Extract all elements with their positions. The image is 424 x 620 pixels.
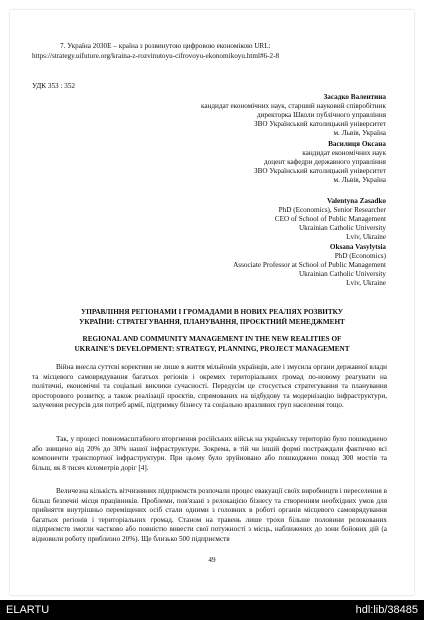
author-affiliation: PhD (Economics) bbox=[334, 252, 386, 260]
body-paragraph: Величезна кількість вітчизняних підприємств розпочали процес евакуації своїх виробництв і переселення в більш безпечні місця працівників. Проблеми, пов'язані з релокацією бізнесу та створенням необхідних умов для прийняття внутрішньо переміщених осіб стали одними з головних в роботі органів місцевого самоврядування багатьох регіонів і територіальних громад. Станом на травень лише трохи більше половини релокованих підприємств змогли частково або повністю вивести свої потужності з місць, наближених до зони бойових дій (а відновили роботу приблизно 20%). Ще близько 500 підприємств bbox=[32, 487, 387, 543]
body-paragraph: Так, у процесі повномасштабного вторгнення російських військ на українську територію було пошкоджено або знищено від 20% до 30% нашої інфраструктури. Зокрема, в тій чи іншій формі постраждали фактично всі компоненти транспортної інфраструктури. При цьому було зруйновано або пошкоджено понад 300 мостів та більш, як 8 тисяч кілометрів доріг [4]. bbox=[32, 435, 387, 472]
author-affiliation: директорка Школи публічного управління bbox=[256, 111, 386, 119]
author-affiliation: Ukrainian Catholic University bbox=[298, 224, 386, 232]
author-name: Василиця Оксана bbox=[328, 140, 386, 148]
footer-bar bbox=[0, 600, 424, 620]
author-name: Засадко Валентина bbox=[323, 93, 386, 101]
title-en-line2: UKRAINE'S DEVELOPMENT: STRATEGY, PLANNING, PROJECT MANAGEMENT bbox=[74, 345, 350, 353]
title-ua-line1: УПРАВЛІННЯ РЕГІОНАМИ І ГРОМАДАМИ В НОВИХ РЕАЛІЯХ РОЗВИТКУ bbox=[81, 308, 343, 316]
reference-7-line1: 7. Україна 2030Е – країна з розвинутою цифровою економікою URL: bbox=[60, 42, 271, 50]
author-affiliation: кандидат економічних наук, старший науковий співробітник bbox=[200, 102, 386, 110]
title-en-line1: REGIONAL AND COMMUNITY MANAGEMENT IN THE NEW REALITIES OF bbox=[82, 335, 342, 343]
author-affiliation: кандидат економічних наук bbox=[302, 149, 386, 157]
author-affiliation: Associate Professor at School of Public Management bbox=[233, 261, 386, 269]
page-number: 49 bbox=[208, 556, 216, 564]
body-paragraph: Війна внесла суттєві корективи не лише в життя мільйонів українців, але і змусила органи державної влади та місцевого самоврядування багатьох регіонів і окремих територіальних громад по-новому реагувати на політичні, економічні та соціальні виклики сучасності. Передусім це стосується стратегування та планування просторового розвитку, а також реалізації проєктів, спрямованих на відбудову та модернізацію інфраструктури, залучення ресурсів для потреб армії, підтримку бізнесу та соціально вразливих груп населення тощо. bbox=[32, 363, 387, 410]
author-affiliation: CEO of School of Public Management bbox=[274, 215, 386, 223]
handle-id[interactable]: hdl:lib/38485 bbox=[355, 604, 418, 616]
repository-name: ELARTU bbox=[6, 604, 50, 616]
author-affiliation: ЗВО Український католицький університет bbox=[254, 120, 386, 128]
title-ua-line2: УКРАЇНИ: СТРАТЕГУВАННЯ, ПЛАНУВАННЯ, ПРОЄКТНИЙ МЕНЕДЖМЕНТ bbox=[79, 318, 345, 326]
reference-7-url[interactable]: https://strategy.uifuture.org/kraina-z-rozvinutoyu-cifrovoyu-ekonomikoyu.html#6-2-8 bbox=[32, 52, 280, 60]
author-name: Oksana Vasylytsia bbox=[329, 243, 386, 251]
author-name: Valentyna Zasadko bbox=[326, 197, 386, 205]
author-affiliation: ЗВО Український католицький університет bbox=[254, 167, 386, 175]
author-affiliation: доцент кафедри державного управління bbox=[264, 158, 386, 166]
author-affiliation: Lviv, Ukraine bbox=[346, 233, 386, 241]
author-affiliation: м. Львів, Україна bbox=[333, 176, 386, 184]
udc-code: УДК 353 : 352 bbox=[32, 82, 76, 90]
author-affiliation: м. Львів, Україна bbox=[333, 129, 386, 137]
author-affiliation: Lviv, Ukraine bbox=[346, 279, 386, 287]
author-affiliation: PhD (Economics), Senior Researcher bbox=[278, 206, 386, 214]
author-affiliation: Ukrainian Catholic University bbox=[298, 270, 386, 278]
